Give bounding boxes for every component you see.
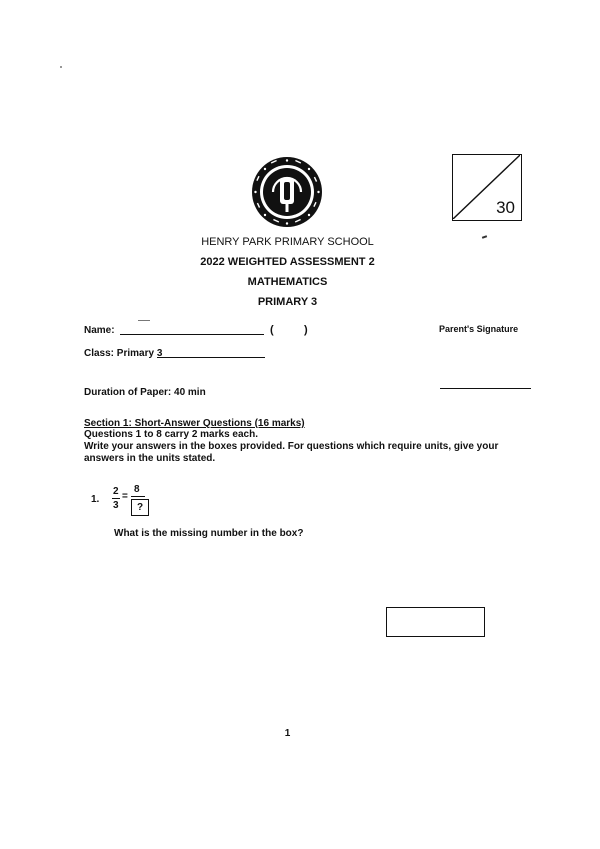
question-text: What is the missing number in the box? — [114, 528, 304, 539]
equals-sign: = — [122, 491, 128, 502]
fraction-right-numerator: 8 — [134, 484, 140, 495]
section-title: Section 1: Short-Answer Questions (16 marks) — [84, 418, 305, 429]
school-crest-logo — [251, 156, 323, 228]
name-field[interactable] — [120, 334, 264, 335]
fraction-bar — [131, 496, 145, 497]
name-label: Name: — [84, 325, 115, 336]
level-title: PRIMARY 3 — [257, 296, 318, 308]
total-marks: 30 — [496, 198, 515, 217]
instruction-line: Questions 1 to 8 carry 2 marks each. — [84, 429, 258, 440]
page-number: 1 — [284, 728, 291, 739]
subject-title: MATHEMATICS — [247, 276, 328, 288]
assessment-title: 2022 WEIGHTED ASSESSMENT 2 — [200, 256, 375, 268]
answer-box[interactable] — [386, 607, 485, 637]
index-number-close: ) — [304, 324, 308, 336]
school-name: HENRY PARK PRIMARY SCHOOL — [201, 236, 374, 248]
score-box — [452, 154, 522, 221]
index-number-open: ( — [270, 324, 274, 336]
class-label: Class: Primary 3 — [84, 348, 163, 359]
parent-signature-label: Parent's Signature — [439, 324, 519, 334]
duration-text: Duration of Paper: 40 min — [84, 387, 206, 398]
fraction-bar — [112, 498, 120, 499]
fraction-left-denominator: 3 — [113, 500, 119, 511]
question-number: 1. — [91, 494, 100, 505]
instruction-line: answers in the units stated. — [84, 453, 216, 464]
missing-number-box: ? — [131, 499, 149, 516]
scan-speck — [60, 66, 62, 68]
parent-signature-line[interactable] — [440, 388, 531, 389]
instruction-line: Write your answers in the boxes provided. For questions which require units, give your — [84, 441, 499, 452]
scan-mark — [138, 320, 150, 321]
fraction-left-numerator: 2 — [113, 486, 119, 497]
class-field[interactable] — [157, 357, 265, 358]
